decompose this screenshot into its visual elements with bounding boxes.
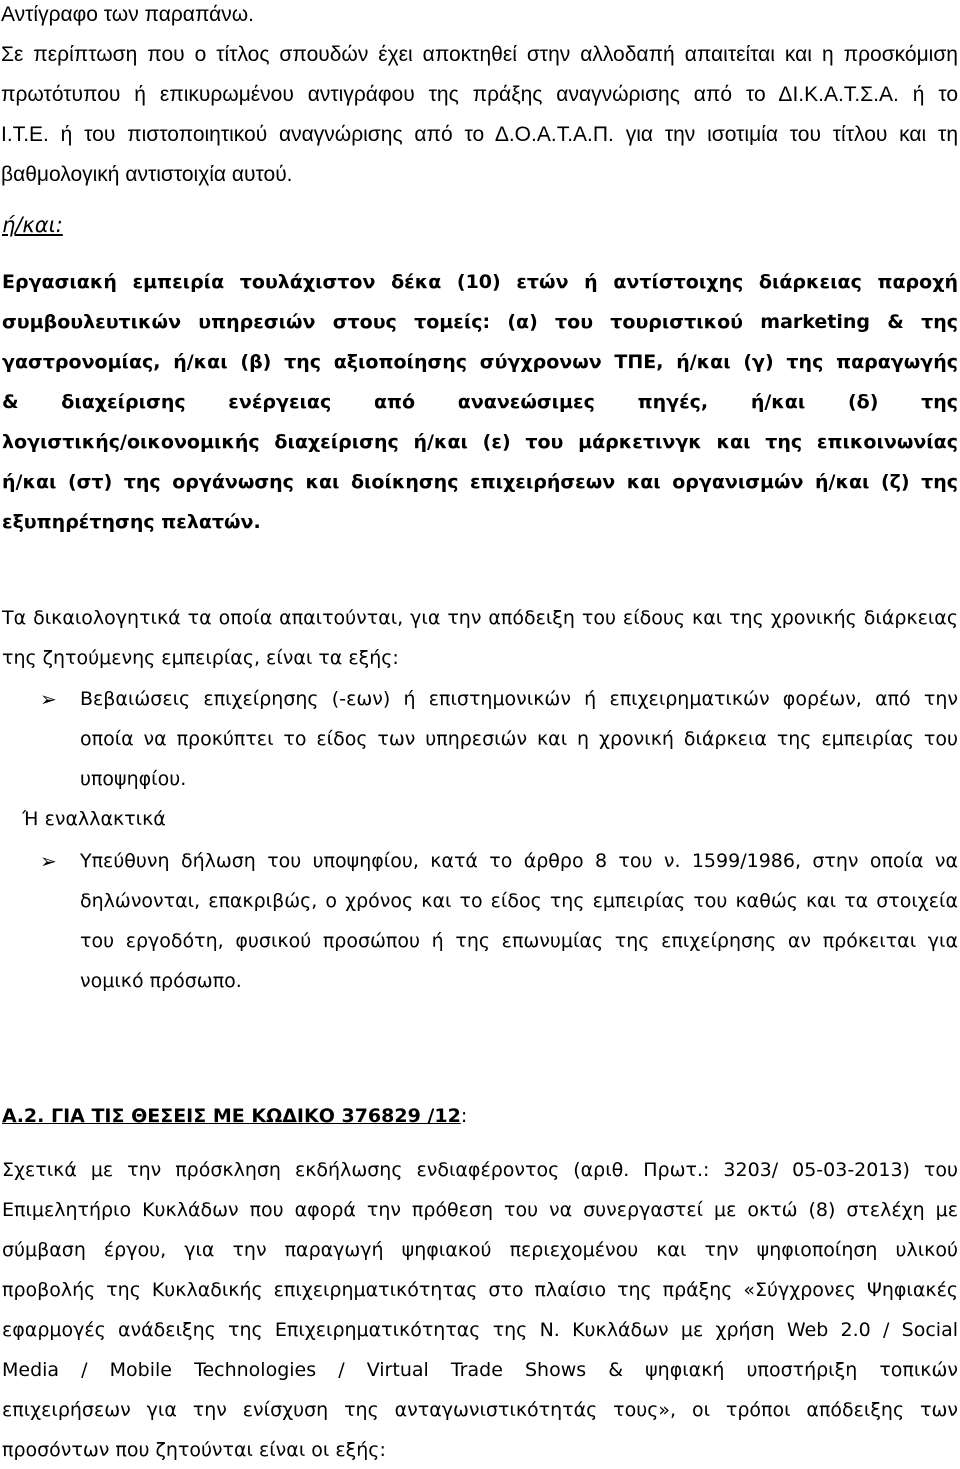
andor-heading: ή/και: — [2, 213, 63, 237]
experience-line-4: & διαχείρισης ενέργειας από ανανεώσιμες πηγές, ή/και (δ) της — [2, 391, 958, 413]
experience-line-3: γαστρονομίας, ή/και (β) της αξιοποίησης σύγχρονων ΤΠΕ, ή/και (γ) της παραγωγής — [2, 351, 958, 373]
section-a2-line-3: σύμβαση έργου, για την παραγωγή ψηφιακού περιεχομένου και την ψηφιοποίηση υλικού — [2, 1239, 958, 1261]
section-a2-line-2: Επιμελητήριο Κυκλάδων που αφορά την πρόθεση του να συνεργαστεί με οκτώ (8) στελέχη με — [2, 1199, 958, 1221]
intro-line-5: βαθμολογική αντιστοιχία αυτού. — [1, 163, 293, 186]
documents-intro-line-1: Τα δικαιολογητικά τα οποία απαιτούνται, για την απόδειξη του είδους και της χρονικής διάρκειας — [2, 607, 958, 629]
arrow-bullet-icon: ➢ — [40, 687, 57, 711]
section-a2-heading — [2, 1103, 467, 1129]
experience-line-1: Εργασιακή εμπειρία τουλάχιστον δέκα (10) ετών ή αντίστοιχης διάρκειας παροχή — [2, 271, 958, 293]
bullet2-line-2: δηλώνονται, επακριβώς, ο χρόνος και το είδος της εμπειρίας του καθώς και τα στοιχεία — [80, 890, 958, 912]
experience-line-5: λογιστικής/οικονομικής διαχείρισης ή/και (ε) του μάρκετινγκ και της επικοινωνίας — [2, 431, 958, 453]
intro-line-2: Σε περίπτωση που ο τίτλος σπουδών έχει αποκτηθεί στην αλλοδαπή απαιτείται και η προσκόμιση — [1, 43, 958, 66]
intro-line-4: Ι.Τ.Ε. ή του πιστοποιητικού αναγνώρισης από το Δ.Ο.Α.Τ.Α.Π. για την ισοτιμία του τίτλου και τη — [1, 123, 958, 146]
documents-intro-line-2: της ζητούμενης εμπειρίας, είναι τα εξής: — [2, 647, 399, 669]
experience-line-7: εξυπηρέτησης πελατών. — [2, 511, 261, 533]
bullet1-line-1: Βεβαιώσεις επιχείρησης (-εων) ή επιστημονικών ή επιχειρηματικών φορέων, από την — [80, 688, 958, 710]
bullet2-line-1: Υπεύθυνη δήλωση του υποψηφίου, κατά το άρθρο 8 του ν. 1599/1986, στην οποία να — [80, 850, 958, 872]
bullet1-line-2: οποία να προκύπτει το είδος των υπηρεσιών και η χρονική διάρκεια της εμπειρίας του — [80, 728, 958, 750]
bullet1-line-3: υποψηφίου. — [80, 768, 187, 790]
section-a2-line-5: εφαρμογές ανάδειξης της Επιχειρηματικότητας της Ν. Κυκλάδων με χρήση Web 2.0 / Social — [2, 1319, 958, 1341]
section-a2-heading-colon: : — [460, 1105, 468, 1127]
section-a2-line-6: Media / Mobile Technologies / Virtual Trade Shows & ψηφιακή υποστήριξη τοπικών — [2, 1359, 958, 1381]
section-a2-line-8: προσόντων που ζητούνται είναι οι εξής: — [2, 1439, 386, 1461]
section-a2-line-1: Σχετικά με την πρόσκληση εκδήλωσης ενδιαφέροντος (αριθ. Πρωτ.: 3203/ 05-03-2013) του — [2, 1159, 958, 1181]
experience-line-2: συμβουλευτικών υπηρεσιών στους τομείς: (α) του τουριστικού marketing & της — [2, 311, 958, 333]
alternative-label: Ή εναλλακτικά — [22, 808, 166, 830]
experience-line-6: ή/και (στ) της οργάνωσης και διοίκησης επιχειρήσεων και οργανισμών ή/και (ζ) της — [2, 471, 958, 493]
bullet2-line-4: νομικό πρόσωπο. — [80, 970, 242, 992]
intro-line-1: Αντίγραφο των παραπάνω. — [1, 3, 255, 26]
section-a2-heading-main: Α.2. ΓΙΑ ΤΙΣ ΘΕΣΕΙΣ ΜΕ ΚΩΔΙΚΟ 376829 /12 — [2, 1105, 461, 1127]
bullet2-line-3: του εργοδότη, φυσικού προσώπου ή της επωνυμίας της επιχείρησης αν πρόκειται για — [80, 930, 958, 952]
intro-line-3: πρωτότυπου ή επικυρωμένου αντιγράφου της πράξης αναγνώρισης από το ΔΙ.Κ.Α.Τ.Σ.Α. ή το — [1, 83, 958, 106]
arrow-bullet-icon: ➢ — [40, 849, 57, 873]
section-a2-line-7: επιχειρήσεων για την ενίσχυση της ανταγωνιστικότητάς τους», οι τρόποι απόδειξης των — [2, 1399, 958, 1421]
section-a2-line-4: προβολής της Κυκλαδικής επιχειρηματικότητας στο πλαίσιο της πράξης «Σύγχρονες Ψηφιακές — [2, 1279, 958, 1301]
